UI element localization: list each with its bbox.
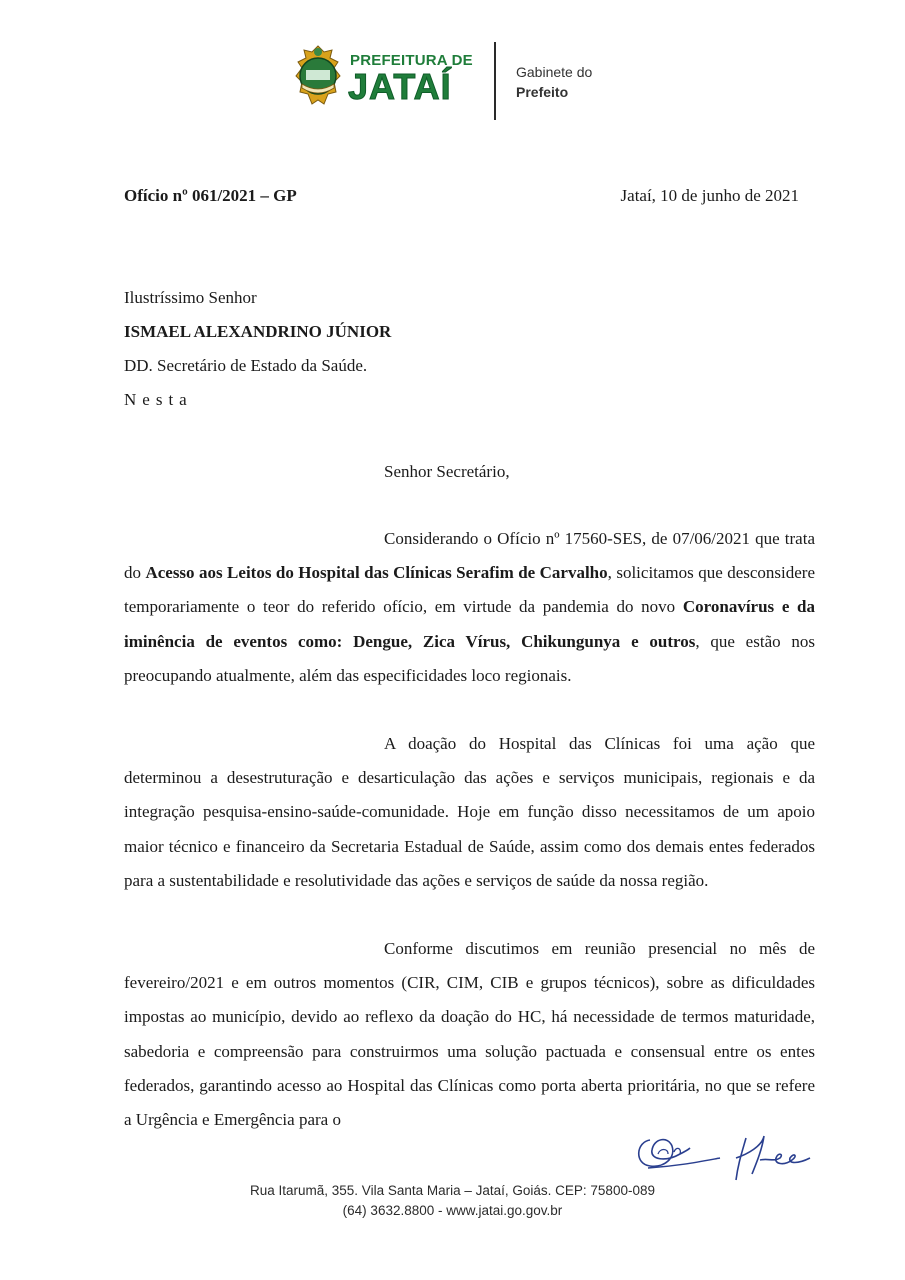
p2-text: A doação do Hospital das Clínicas foi uma ação que determinou a desestruturação e desarticulação das ações e serviços municipais, regionais e da integração pesquisa-ensino-saúde-comunidade. Hoje em função disso necessitamos de um apoio maior técnico e financeiro da Secretaria Estadual de Saúde, assim como dos demais entes federados para a sustentabilidade e resolutividade das ações e serviços de saúde da nossa região. <box>124 734 815 890</box>
recipient-title: DD. Secretário de Estado da Saúde. <box>124 356 368 375</box>
recipient-greeting: Ilustríssimo Senhor <box>124 288 257 307</box>
recipient-name: ISMAEL ALEXANDRINO JÚNIOR <box>124 322 392 341</box>
letter-reference: Ofício nº 061/2021 – GP <box>124 186 297 205</box>
p1-bold-diseases: Coronavírus e da iminência de eventos como: Dengue, Zica Vírus, Chikungunya e outros <box>124 597 815 651</box>
p1-text-a: Considerando o Ofício nº 17560-SES, de 07/06/2021 que trata do <box>124 529 815 583</box>
paragraph-3 <box>124 932 815 1137</box>
salutation: Senhor Secretário, <box>384 462 510 481</box>
p1-bold-subject: Acesso aos Leitos do Hospital das Clínicas Serafim de Carvalho <box>145 563 608 583</box>
header-divider <box>494 42 496 120</box>
handwritten-initials-icon <box>628 1128 838 1186</box>
brand-main-text: JATAÍ <box>348 66 452 107</box>
footer-address: Rua Itarumã, 355. Vila Santa Maria – Jataí, Goiás. CEP: 75800-089 <box>250 1183 655 1198</box>
cabinet-line-1: Gabinete do <box>516 64 593 80</box>
cabinet-line-2: Prefeito <box>516 84 569 100</box>
city-coat-of-arms-icon <box>288 44 348 110</box>
letterhead <box>282 40 642 125</box>
letter-date: Jataí, 10 de junho de 2021 <box>620 186 799 205</box>
paragraph-2 <box>124 727 815 898</box>
paragraph-1 <box>124 522 815 693</box>
cabinet-label <box>516 62 592 102</box>
p1-text-e: , que estão nos preocupando atualmente, além das especificidades loco regionais. <box>124 631 815 685</box>
p1-text-c: , solicitamos que desconsidere temporariamente o teor do referido ofício, em virtude da pandemia do novo <box>124 563 816 617</box>
brand-top-text: PREFEITURA DE <box>350 52 473 69</box>
footer-contact: (64) 3632.8800 - www.jatai.go.gov.br <box>342 1203 563 1218</box>
p3-text: Conforme discutimos em reunião presencial no mês de fevereiro/2021 e em outros momentos (CIR, CIM, CIB e grupos técnicos), sobre as dificuldades impostas ao município, devido ao reflexo da doação do HC, há necessidade de termos maturidade, sabedoria e compreensão para construirmos uma solução pactuada e consensual entre os entes federados, garantindo acesso ao Hospital das Clínicas como porta aberta prioritária, no que se refere a Urgência e Emergência para o <box>124 939 815 1130</box>
recipient-location: Nesta <box>124 390 193 409</box>
